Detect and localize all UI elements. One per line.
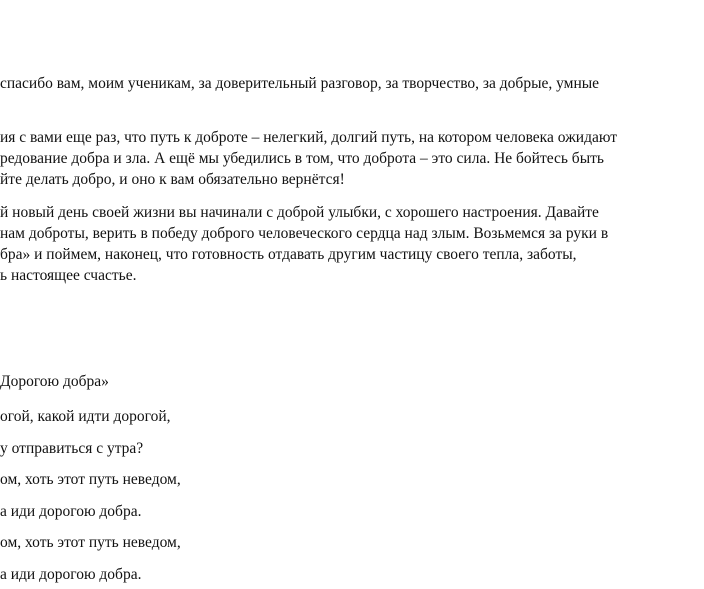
paragraph-3-line-3: бра» и поймем, наконец, что готовность отдавать другим частицу своего тепла, заботы, xyxy=(0,246,577,263)
verse-line: а иди дорогою добра. xyxy=(0,566,142,583)
paragraph-2-line-1: ия с вами еще раз, что путь к доброте – нелегкий, долгий путь, на котором человека ожидают xyxy=(0,129,618,146)
paragraph-3-line-2: нам доброты, верить в победу доброго человеческого сердца над злым. Возьмемся за руки в xyxy=(0,225,609,242)
verse-line: ом, хоть этот путь неведом, xyxy=(0,471,181,488)
paragraph-1-line-1: спасибо вам, моим ученикам, за доверительный разговор, за творчество, за добрые, умные xyxy=(0,75,600,92)
verse-line: огой, какой идти дорогой, xyxy=(0,408,171,425)
paragraph-2-line-3: йте делать добро, и оно к вам обязательно вернётся! xyxy=(0,171,345,188)
verse-line: а иди дорогою добра. xyxy=(0,503,142,520)
song-title: Дорогою добра» xyxy=(0,373,109,390)
paragraph-3-line-4: ь настоящее счастье. xyxy=(0,267,137,284)
verse-line: у отправиться с утра? xyxy=(0,440,144,457)
paragraph-3-line-1: й новый день своей жизни вы начинали с доброй улыбки, с хорошего настроения. Давайте xyxy=(0,204,599,221)
paragraph-2-line-2: редование добра и зла. А ещё мы убедились в том, что доброта – это сила. Не бойтесь быть xyxy=(0,150,604,167)
verse-line: ом, хоть этот путь неведом, xyxy=(0,534,181,551)
